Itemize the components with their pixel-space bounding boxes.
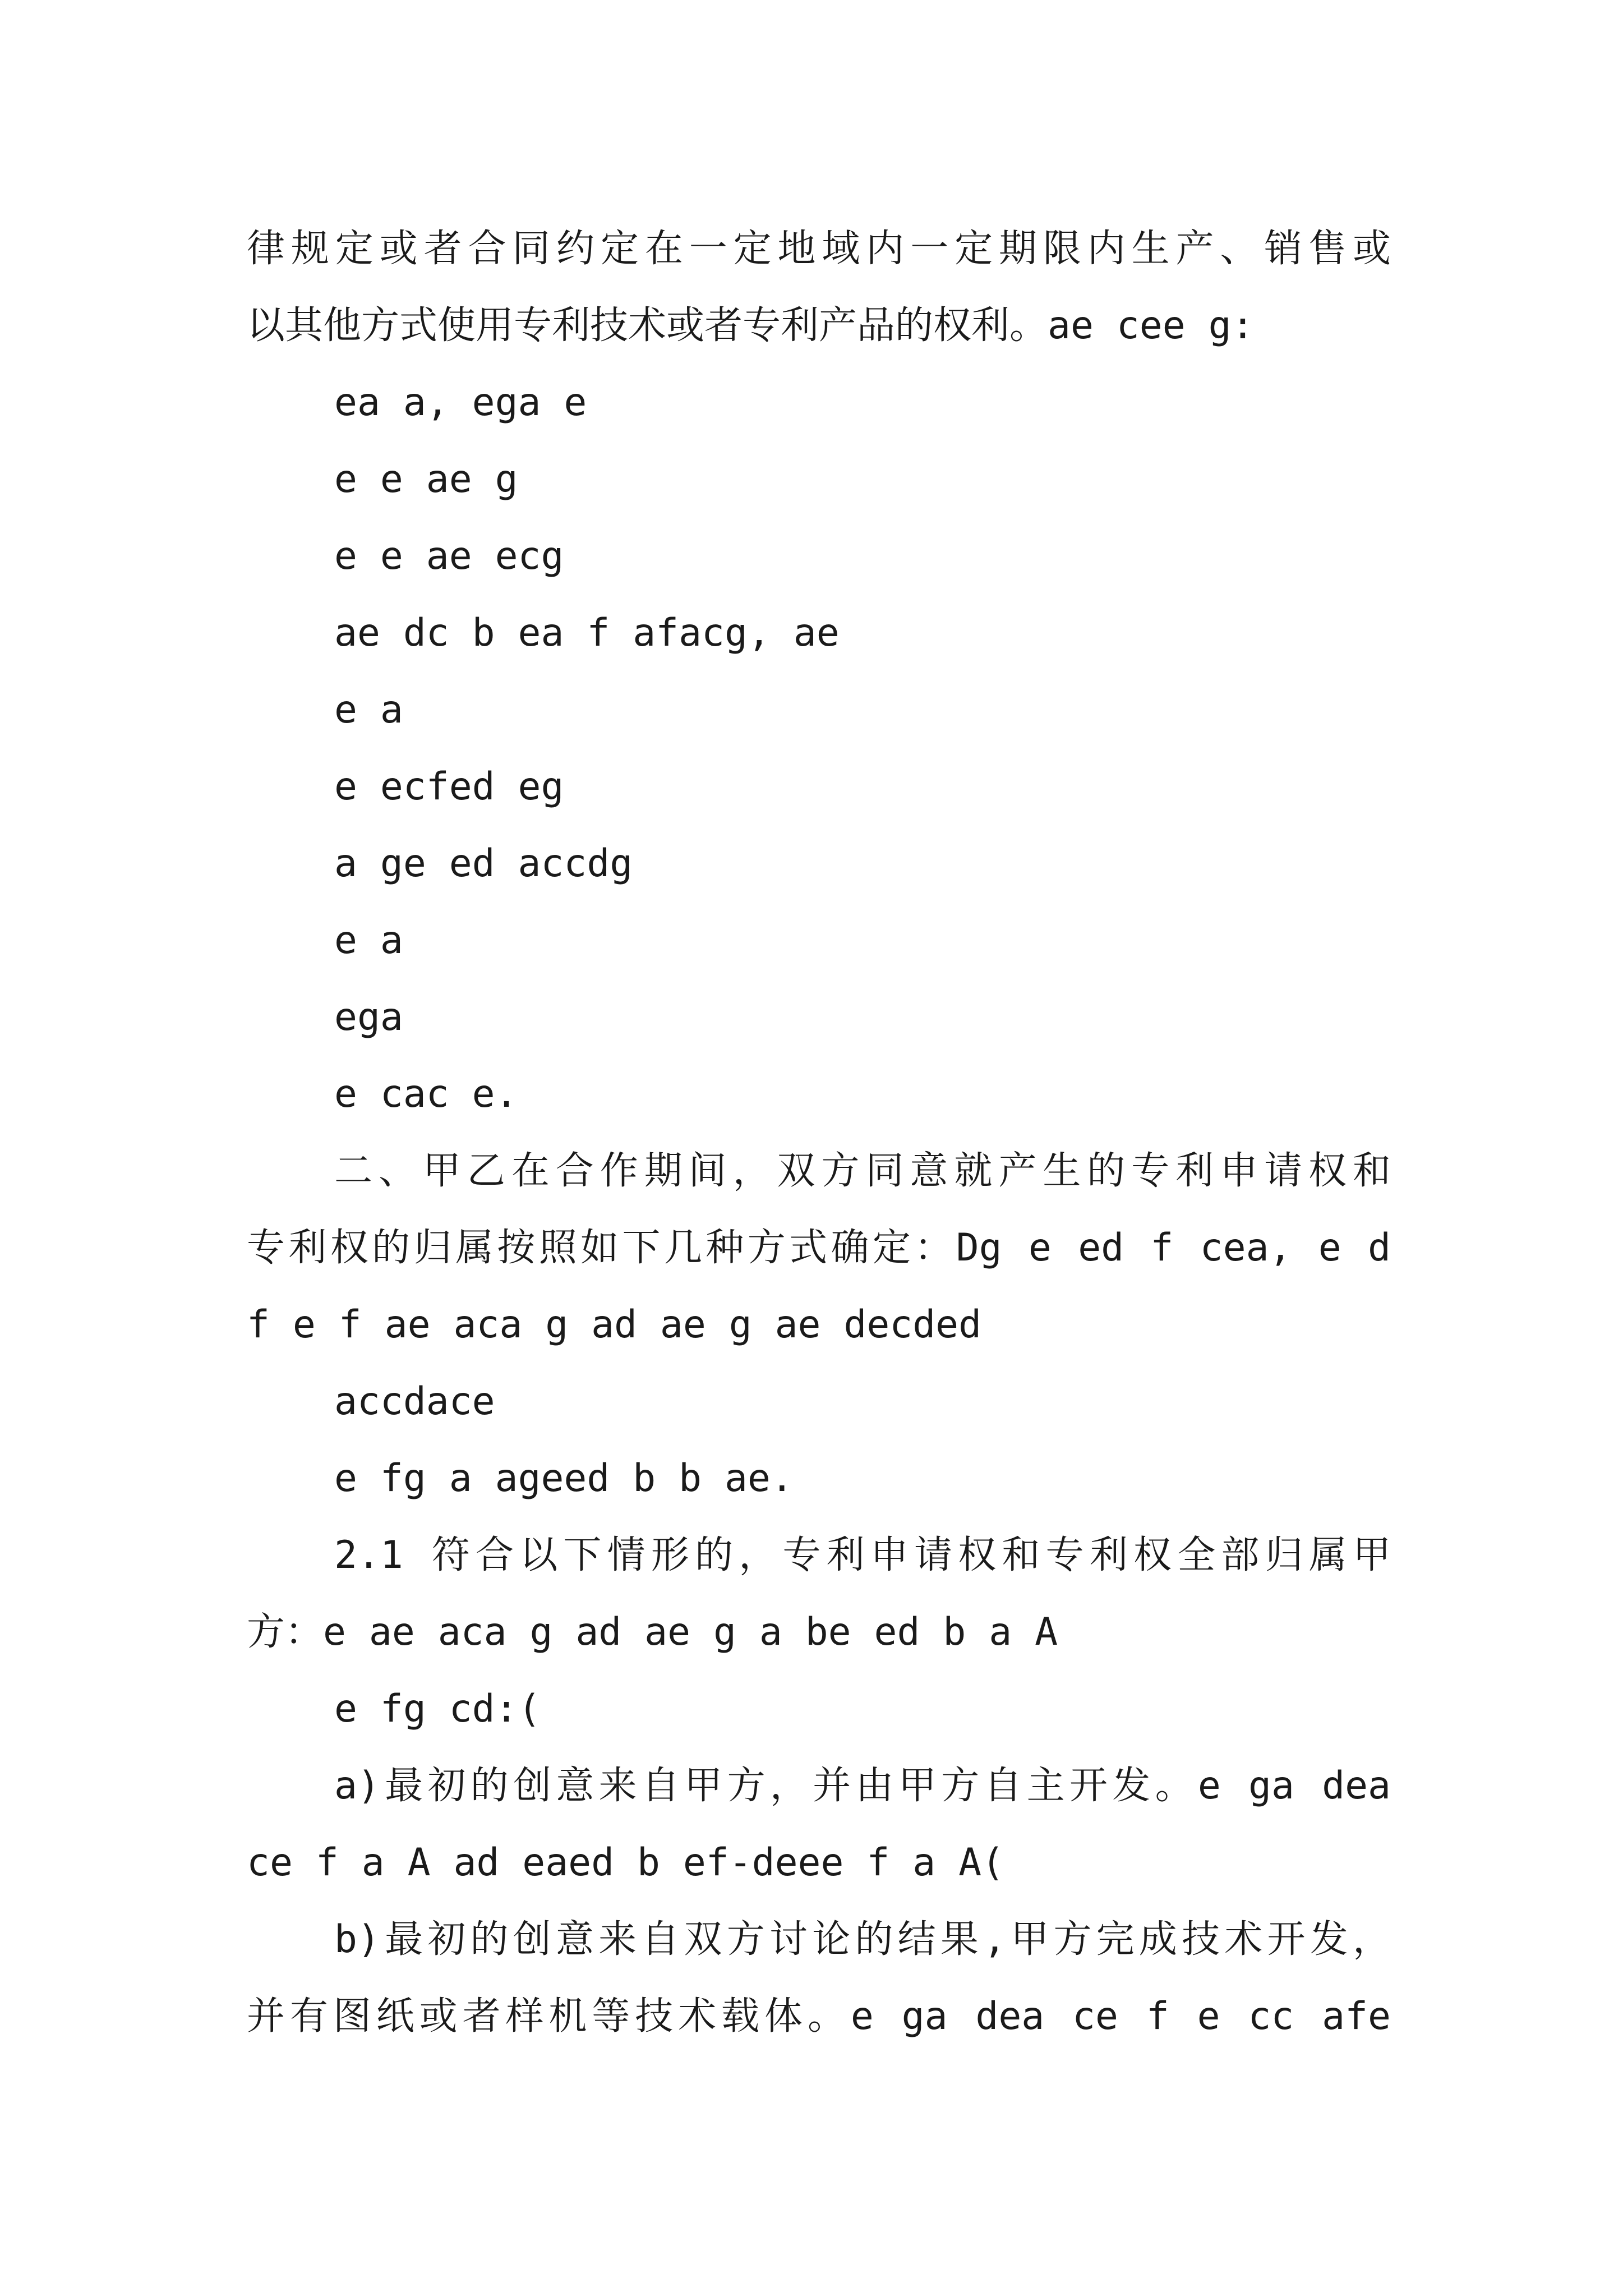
text-line: 二、甲乙在合作期间，双方同意就产生的专利申请权和: [334, 1149, 1391, 1193]
text-line: e fg cd:(: [334, 1687, 541, 1731]
text-line: 2.1 符合以下情形的，专利申请权和专利权全部归属甲: [334, 1533, 1391, 1577]
text-line: ae dc b ea f afacg, ae: [334, 611, 840, 655]
text-line: 律规定或者合同约定在一定地域内一定期限内生产、销售或: [247, 227, 1391, 271]
text-line: 并有图纸或者样机等技术载体。e ga dea ce f e cc afe: [247, 1994, 1391, 2039]
text-line: 以其他方式使用专利技术或者专利产品的权利。ae cee g:: [247, 303, 1255, 348]
text-line: a)最初的创意来自甲方，并由甲方自主开发。e ga dea: [334, 1764, 1391, 1808]
text-line: b)最初的创意来自双方讨论的结果,甲方完成技术开发，: [334, 1917, 1391, 1962]
text-line: ce f a A ad eaed b ef-deee f a A(: [247, 1841, 1005, 1885]
text-line: a ge ed accdg: [334, 841, 633, 886]
text-line: e a: [334, 688, 403, 732]
text-line: 方：e ae aca g ad ae g a be ed b a A: [247, 1610, 1058, 1654]
text-line: ea a, ega e: [334, 380, 587, 425]
text-line: e a: [334, 918, 403, 963]
text-line: e ecfed eg: [334, 765, 564, 809]
text-line: f e f ae aca g ad ae g ae decded: [247, 1303, 982, 1347]
text-line: 专利权的归属按照如下几种方式确定：Dg e ed f cea, e d: [247, 1226, 1391, 1270]
text-line: e fg a ageed b b ae.: [334, 1456, 794, 1501]
text-line: ega: [334, 995, 403, 1039]
text-line: accdace: [334, 1379, 495, 1424]
text-line: e e ae ecg: [334, 534, 564, 578]
text-line: e cac e.: [334, 1072, 518, 1116]
text-line: e e ae g: [334, 457, 518, 501]
document-page: [247, 210, 1391, 2055]
